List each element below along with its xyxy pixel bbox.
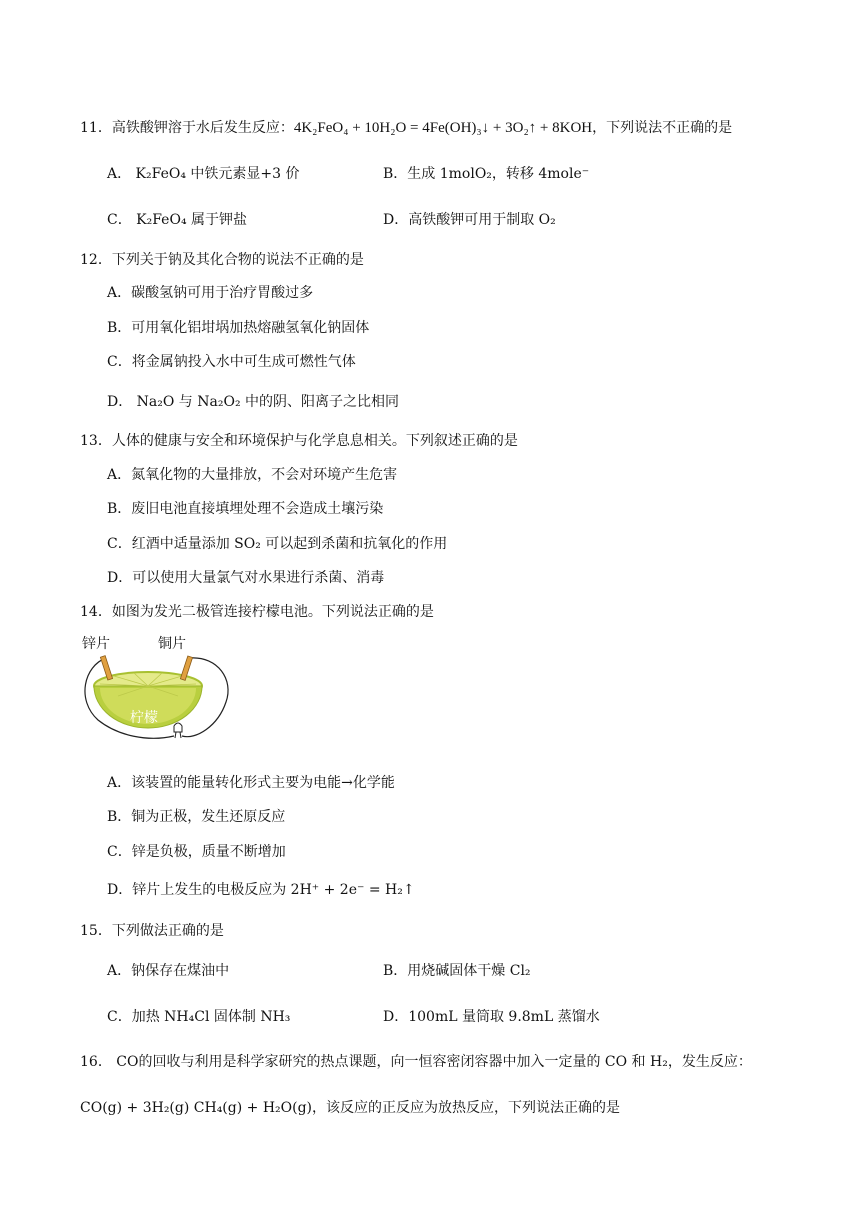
q12-option-c[interactable]: C．将金属钠投入水中可生成可燃性气体 (107, 354, 356, 370)
led-icon (174, 723, 182, 738)
q12-option-b[interactable]: B．可用氧化铝坩埚加热熔融氢氧化钠固体 (107, 320, 370, 336)
q11-equation: 4K₂FeO₄ + 10H₂O = 4Fe(OH)₃↓ + 3O₂↑ + 8KOH (293, 120, 593, 136)
q14-option-b[interactable]: B．铜为正极，发生还原反应 (107, 809, 286, 825)
q15-option-d[interactable]: D．100mL 量筒取 9.8mL 蒸馏水 (383, 1009, 600, 1025)
q13-option-a[interactable]: A．氮氧化物的大量排放，不会对环境产生危害 (107, 467, 398, 483)
q15-option-b[interactable]: B．用烧碱固体干燥 Cl₂ (383, 963, 531, 979)
q14-option-a[interactable]: A．该装置的能量转化形式主要为电能→化学能 (107, 775, 395, 791)
question-16-reaction-line: CO(g) + 3H₂(g) CH₄(g) + H₂O(g)，该反应的正反应为放热反应，下列说法正确的是 (80, 1100, 621, 1116)
q15-option-a[interactable]: A．钠保存在煤油中 (107, 963, 230, 979)
zinc-electrode (100, 656, 112, 680)
q14-option-c[interactable]: C．锌是负极，质量不断增加 (107, 844, 286, 860)
question-16-stem: 16． CO的回收与利用是科学家研究的热点课题，向一恒容密闭容器中加入一定量的 CO 和 H₂，发生反应： (80, 1054, 752, 1070)
q13-option-b[interactable]: B．废旧电池直接填埋处理不会造成土壤污染 (107, 501, 384, 517)
question-12-stem: 12．下列关于钠及其化合物的说法不正确的是 (80, 252, 364, 268)
zinc-label: 锌片 (82, 636, 110, 652)
q12-option-a[interactable]: A．碳酸氢钠可用于治疗胃酸过多 (107, 285, 314, 301)
question-11-stem (80, 118, 732, 138)
lemon-battery-diagram (78, 630, 238, 748)
q14-option-d[interactable]: D．锌片上发生的电极反应为 2H⁺ + 2e⁻ = H₂↑ (107, 882, 415, 898)
q11-option-b[interactable]: B．生成 1molO₂，转移 4mole⁻ (383, 166, 590, 182)
lemon-battery-figure (78, 630, 238, 748)
q11-option-a[interactable]: A． K₂FeO₄ 中铁元素显+3 价 (107, 166, 300, 182)
q11-option-d[interactable]: D．高铁酸钾可用于制取 O₂ (383, 212, 556, 228)
question-13-stem: 13．人体的健康与安全和环境保护与化学息息相关。下列叙述正确的是 (80, 433, 518, 449)
q11-option-c[interactable]: C． K₂FeO₄ 属于钾盐 (107, 212, 248, 228)
q13-option-d[interactable]: D．可以使用大量氯气对水果进行杀菌、消毒 (107, 570, 385, 586)
q15-option-c[interactable]: C．加热 NH₄Cl 固体制 NH₃ (107, 1009, 291, 1025)
question-15-stem: 15．下列做法正确的是 (80, 923, 224, 939)
q11-stem-b: ，下列说法不正确的是 (592, 120, 733, 136)
question-14-stem: 14．如图为发光二极管连接柠檬电池。下列说法正确的是 (80, 604, 434, 620)
copper-label: 铜片 (158, 636, 186, 652)
q13-option-c[interactable]: C．红酒中适量添加 SO₂ 可以起到杀菌和抗氧化的作用 (107, 536, 448, 552)
q11-stem-a: 11．高铁酸钾溶于水后发生反应： (80, 120, 294, 136)
q12-option-d[interactable]: D． Na₂O 与 Na₂O₂ 中的阴、阳离子之比相同 (107, 394, 400, 410)
lemon-label: 柠檬 (130, 710, 158, 726)
